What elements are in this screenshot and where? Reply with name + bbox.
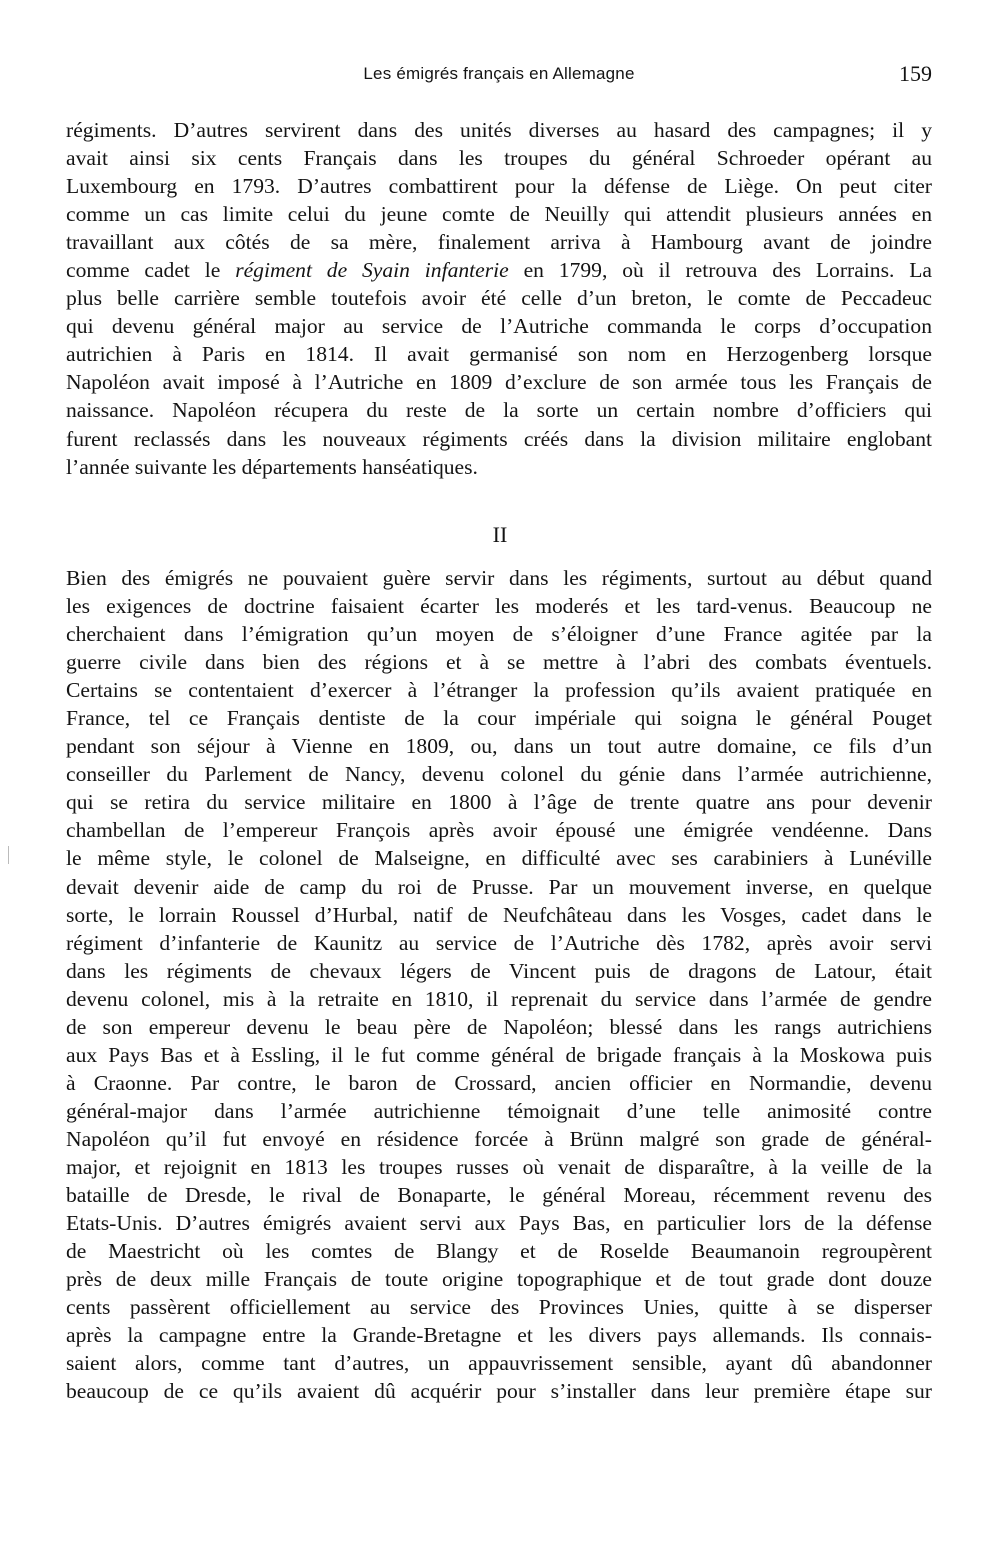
text-line: major, et rejoignit en 1813 les troupes russes où venait de disparaître, à la veille de la (66, 1154, 932, 1179)
text-line: Napoléon avait imposé à l’Autriche en 1809 d’exclure de son armée tous les Français de (66, 370, 932, 395)
text-line: pendant son séjour à Vienne en 1809, ou, dans un tout autre domaine, ce fils d’un (66, 734, 932, 759)
text-line: aux Pays Bas et à Essling, il le fut comme général de brigade français à la Moskowa puis (66, 1042, 932, 1067)
text-line: les exigences de doctrine faisaient écarter les moderés et les tard-venus. Beaucoup ne (66, 594, 932, 619)
text-line: général-major dans l’armée autrichienne témoignait d’une telle animosité contre (66, 1098, 932, 1123)
text-line: Napoléon qu’il fut envoyé en résidence forcée à Brünn malgré son grade de général- (66, 1126, 932, 1151)
text-line: Certains se contentaient d’exercer à l’étranger la profession qu’ils avaient pratiquée en (66, 678, 932, 703)
text-line: régiment d’infanterie de Kaunitz au service de l’Autriche dès 1782, après avoir servi (66, 930, 932, 955)
text-line: travaillant aux côtés de sa mère, finalement arriva à Hambourg avant de joindre (66, 230, 932, 255)
body-paragraph-2 (66, 564, 932, 1405)
body-paragraph-1 (66, 116, 932, 481)
running-title: Les émigrés français en Allemagne (363, 64, 635, 83)
page-number: 159 (899, 61, 932, 86)
text-line: qui se retira du service militaire en 1800 à l’âge de trente quatre ans pour devenir (66, 790, 932, 815)
text-line: après la campagne entre la Grande-Bretagne et les divers pays allemands. Ils connais- (66, 1323, 932, 1348)
text-line: régiments. D’autres servirent dans des unités diverses au hasard des campagnes; il y (66, 118, 932, 142)
text-line: conseiller du Parlement de Nancy, devenu colonel du génie dans l’armée autrichienne, (66, 762, 932, 787)
text-fragment: comme cadet le (66, 258, 236, 283)
text-line: plus belle carrière semble toutefois avoir été celle d’un breton, le comte de Peccadeuc (66, 286, 932, 311)
text-line: sorte, le lorrain Roussel d’Hurbal, natif de Neufchâteau dans les Vosges, cadet dans le (66, 902, 932, 927)
text-line: chambellan de l’empereur François après avoir épousé une émigrée vendéenne. Dans (66, 818, 932, 843)
text-line: France, tel ce Français dentiste de la cour impériale qui soigna le général Pouget (66, 706, 932, 731)
margin-scan-mark (8, 846, 9, 864)
text-line: à Craonne. Par contre, le baron de Crossard, ancien officier en Normandie, devenu (66, 1070, 932, 1095)
text-line: de son empereur devenu le beau père de Napoléon; blessé dans les rangs autrichiens (66, 1014, 932, 1039)
text-line: Bien des émigrés ne pouvaient guère servir dans les régiments, surtout au début quand (66, 566, 932, 590)
text-line: devait devenir aide de camp du roi de Prusse. Par un mouvement inverse, en quelque (66, 874, 932, 899)
text-line: dans les régiments de chevaux légers de Vincent puis de dragons de Latour, était (66, 958, 932, 983)
text-line: devenu colonel, mis à la retraite en 1810, il reprenait du service dans l’armée de gendre (66, 986, 932, 1011)
text-line: l’année suivante les départements hanséatiques. (66, 454, 478, 479)
text-line: comme un cas limite celui du jeune comte de Neuilly qui attendit plusieurs années en (66, 202, 932, 227)
text-fragment: en 1799, où il retrouva des Lorrains. La (508, 258, 932, 283)
text-line: près de deux mille Français de toute origine topographique et de tout grade dont douze (66, 1267, 932, 1292)
text-line (66, 256, 932, 284)
italic-regiment-name: régiment de Syain infanterie (235, 258, 509, 283)
text-line: furent reclassés dans les nouveaux régiments créés dans la division militaire englobant (66, 426, 932, 451)
text-line: saient alors, comme tant d’autres, un appauvrissement sensible, ayant dû abandonner (66, 1351, 932, 1376)
text-line: cherchaient dans l’émigration qu’un moyen de s’éloigner d’une France agitée par la (66, 622, 932, 647)
text-line: le même style, le colonel de Malseigne, en difficulté avec ses carabiniers à Lunéville (66, 846, 932, 871)
text-line: qui devenu général major au service de l’Autriche commanda le corps d’occupation (66, 314, 932, 339)
text-line: bataille de Dresde, le rival de Bonaparte, le général Moreau, récemment revenu des (66, 1183, 932, 1208)
text-line: Etats-Unis. D’autres émigrés avaient servi aux Pays Bas, en particulier lors de la défense (66, 1211, 932, 1236)
text-line: Luxembourg en 1793. D’autres combattirent pour la défense de Liège. On peut citer (66, 174, 932, 199)
text-line: avait ainsi six cents Français dans les troupes du général Schroeder opérant au (66, 146, 932, 171)
text-line: naissance. Napoléon récupera du reste de la sorte un certain nombre d’officiers qui (66, 398, 932, 423)
section-heading: II (492, 522, 508, 547)
text-line: de Maestricht où les comtes de Blangy et de Roselde Beaumanoin regroupèrent (66, 1239, 932, 1264)
text-line: beaucoup de ce qu’ils avaient dû acquérir pour s’installer dans leur première étape sur (66, 1379, 932, 1404)
text-line: cents passèrent officiellement au service des Provinces Unies, quitte à se disperser (66, 1295, 932, 1320)
text-line: guerre civile dans bien des régions et à se mettre à l’abri des combats éventuels. (66, 650, 932, 675)
text-line: autrichien à Paris en 1814. Il avait germanisé son nom en Herzogenberg lorsque (66, 342, 932, 367)
running-head (66, 62, 932, 90)
